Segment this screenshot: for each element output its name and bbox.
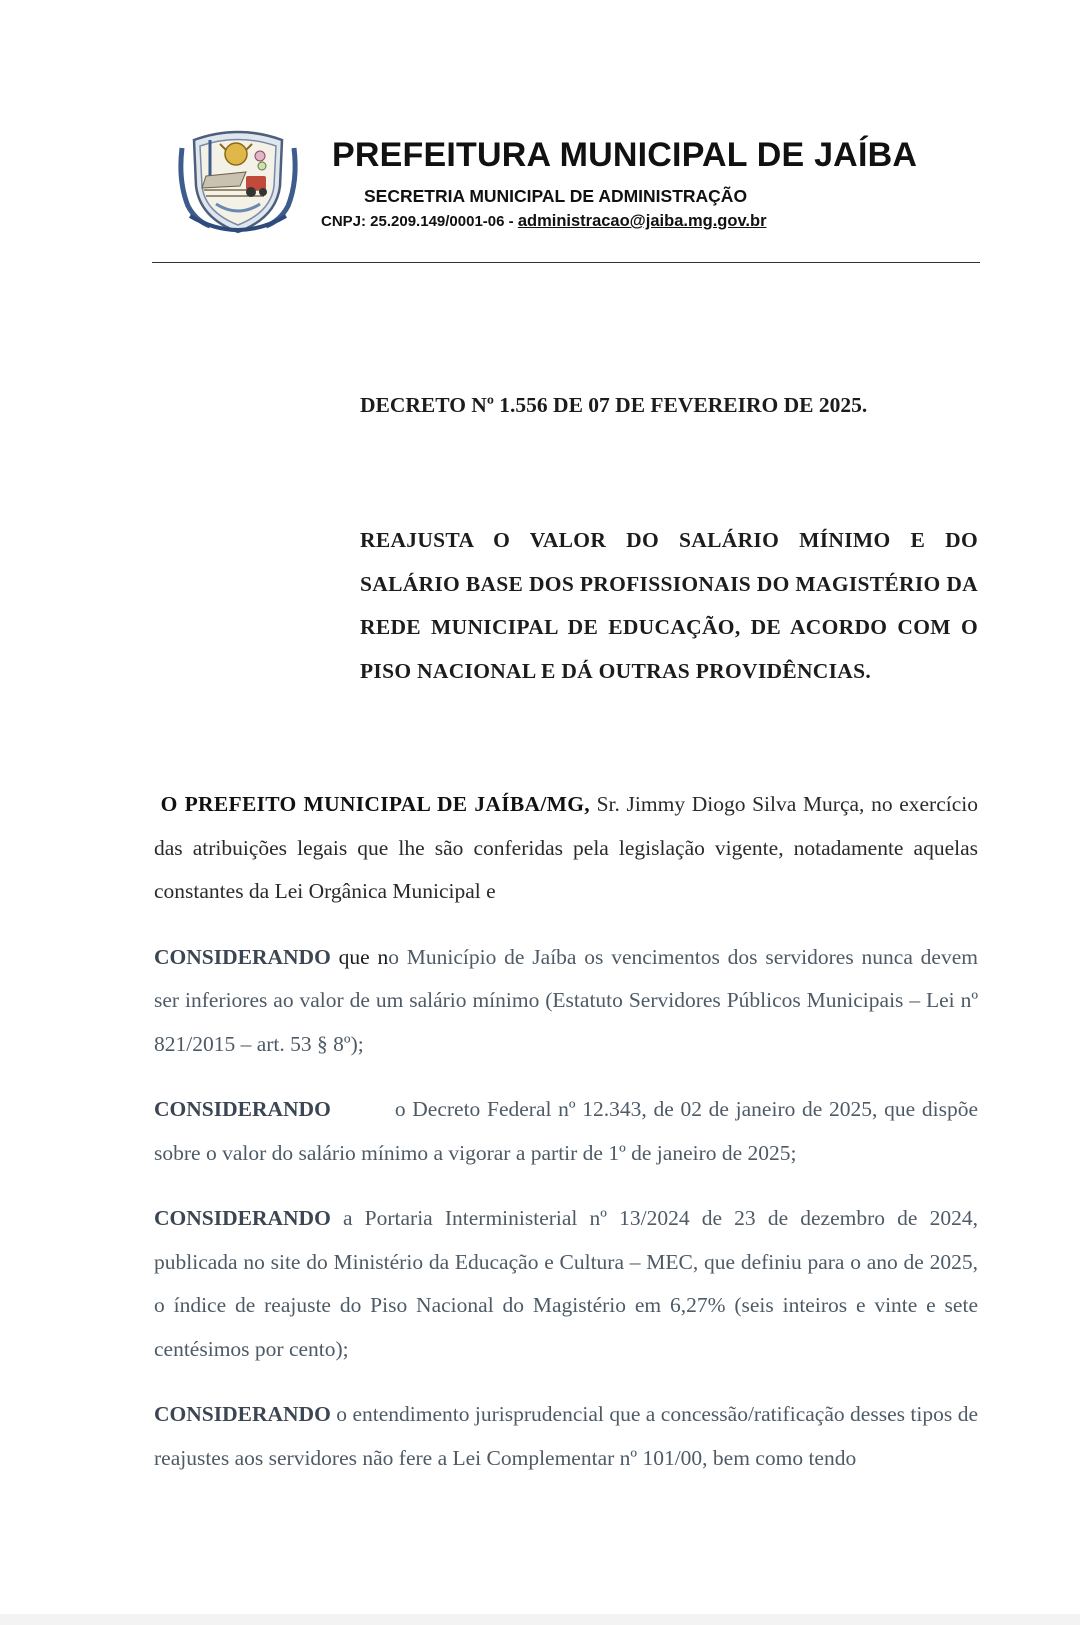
considerando-2 bbox=[154, 1088, 978, 1175]
secretariat-subtitle: SECRETRIA MUNICIPAL DE ADMINISTRAÇÃO bbox=[364, 186, 748, 206]
decree-summary: REAJUSTA O VALOR DO SALÁRIO MÍNIMO E DO SALÁRIO BASE DOS PROFISSIONAIS DO MAGISTÉRIO DA REDE MUNICIPAL DE EDUCAÇÃO, DE ACORDO COM O PISO NACIONAL E DÁ OUTRAS PROVIDÊNCIAS. bbox=[360, 528, 978, 683]
intro-paragraph bbox=[154, 783, 978, 914]
decree-title: DECRETO Nº 1.556 DE 07 DE FEVEREIRO DE 2025. bbox=[360, 393, 868, 417]
considerando-label: CONSIDERANDO bbox=[154, 944, 331, 969]
header-divider bbox=[152, 262, 980, 263]
cnpj-label: CNPJ: 25.209.149/0001-06 - bbox=[321, 213, 514, 230]
considerando-3 bbox=[154, 1197, 978, 1371]
considerando-3-text: a Portaria Interministerial nº 13/2024 de 23 de dezembro de 2024, publicada no site do Ministério da Educação e Cultura – MEC, que definiu para o ano de 2025, o índice de reajuste do Piso Nacional do Magistério em 6,27% (seis inteiros e vinte e sete centésimos por cento); bbox=[154, 1206, 978, 1361]
considerando-2-text: o Decreto Federal nº 12.343, de 02 de janeiro de 2025, que dispõe sobre o valor do salário mínimo a vigorar a partir de 1º de janeiro de 2025; bbox=[154, 1097, 978, 1165]
considerando-label: CONSIDERANDO bbox=[154, 1206, 331, 1230]
considerando-label: CONSIDERANDO bbox=[154, 1097, 331, 1121]
page-bottom-edge bbox=[0, 1614, 1080, 1625]
intro-bold: O PREFEITO MUNICIPAL DE JAÍBA/MG, bbox=[160, 792, 590, 816]
considerando-label: CONSIDERANDO bbox=[154, 1402, 331, 1426]
decree-body bbox=[154, 783, 978, 1502]
municipal-coat-of-arms bbox=[176, 126, 301, 239]
municipality-title: PREFEITURA MUNICIPAL DE JAÍBA bbox=[332, 136, 918, 174]
intro-text: Sr. Jimmy Diogo Silva Murça, no exercício das atribuições legais que lhe são conferidas pela legislação vigente, notadamente aquelas constantes da Lei Orgânica Municipal e bbox=[154, 792, 978, 903]
considerando-1-text: o Município de Jaíba os vencimentos dos servidores nunca devem ser inferiores ao valor de um salário mínimo (Estatuto Servidores Públicos Municipais – Lei nº 821/2015 – art. 53 § 8º); bbox=[154, 944, 978, 1056]
considerando-4-text: o entendimento jurisprudencial que a concessão/ratificação desses tipos de reajustes aos servidores não fere a Lei Complementar nº 101/00, bem como tendo bbox=[154, 1402, 978, 1470]
considerando-4 bbox=[154, 1393, 978, 1480]
considerando-1 bbox=[154, 936, 978, 1067]
email-link[interactable]: administracao@jaiba.mg.gov.br bbox=[517, 212, 767, 230]
considerando-1-prefix: que n bbox=[330, 944, 389, 969]
cnpj-line bbox=[321, 212, 767, 231]
